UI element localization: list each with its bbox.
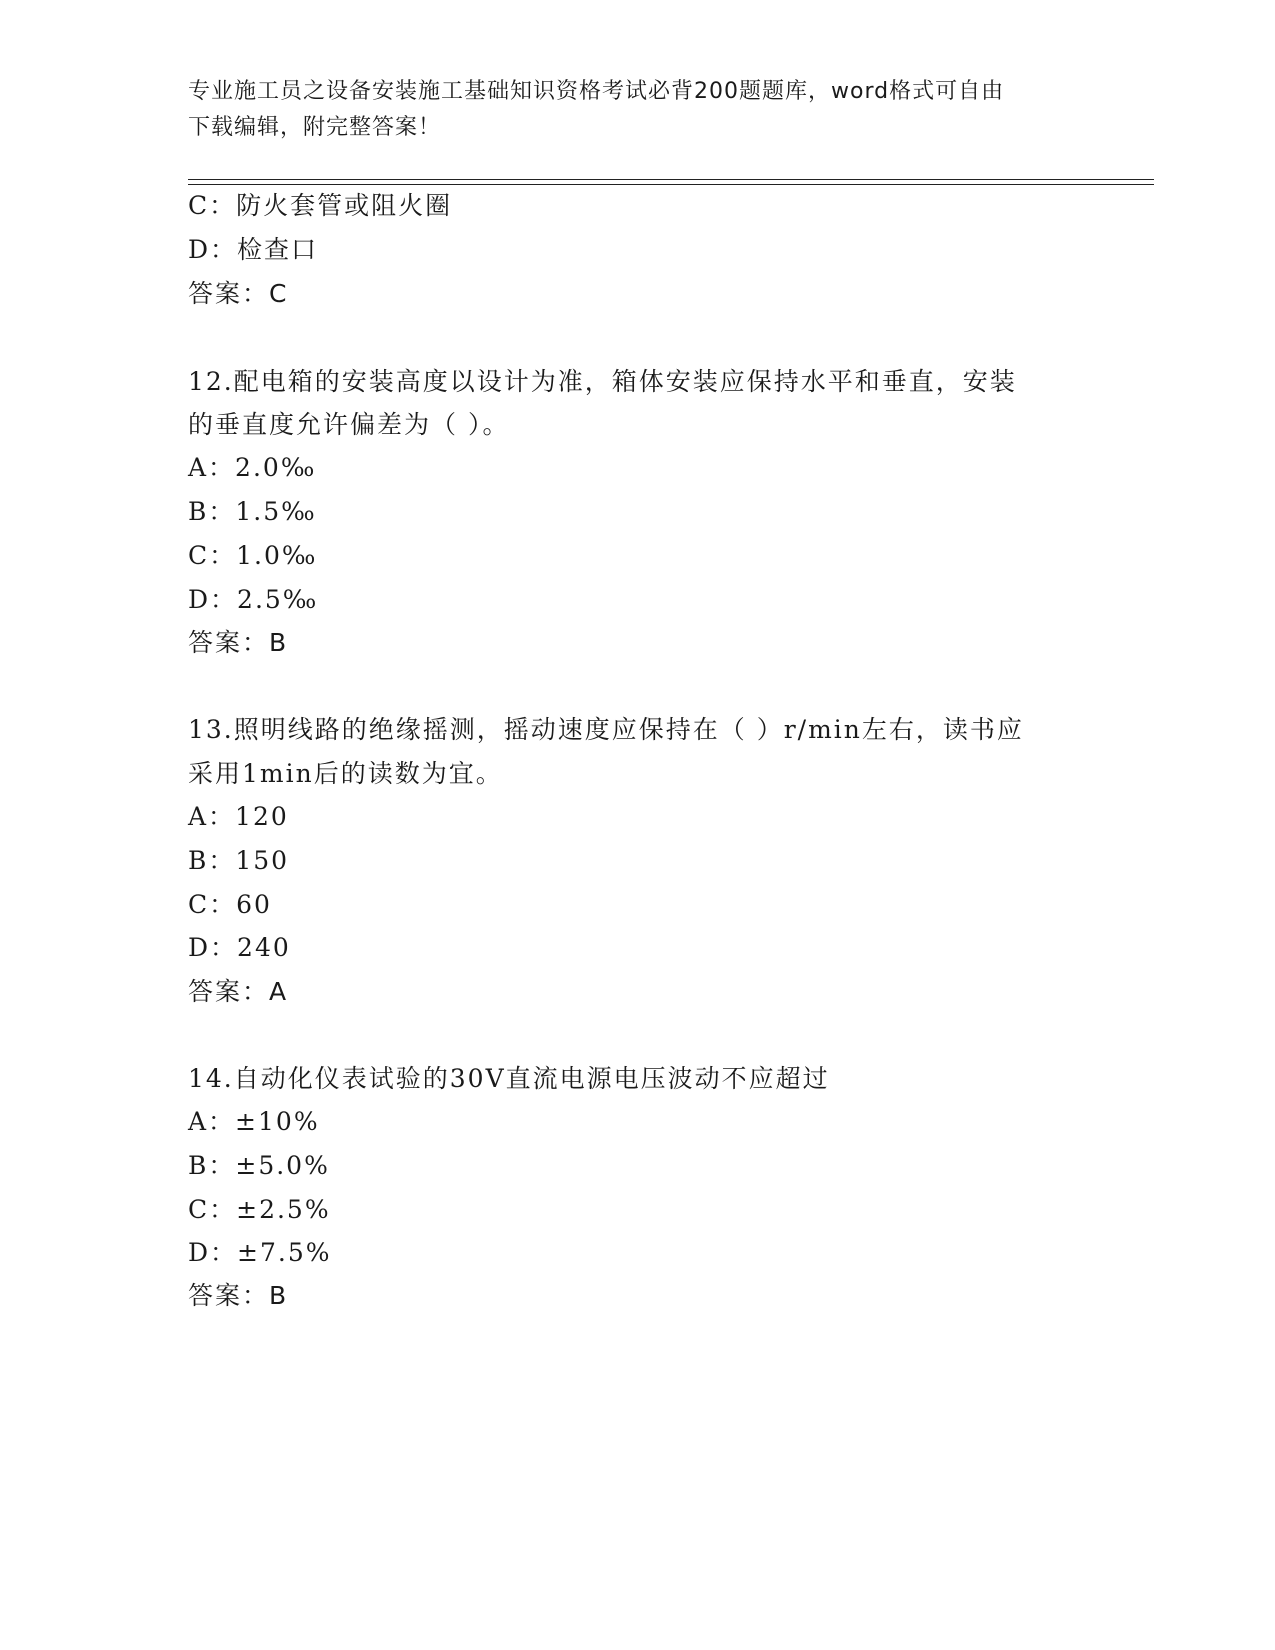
q12-option-c: C：1.0‰ bbox=[188, 541, 318, 570]
q13-answer: 答案：A bbox=[188, 977, 289, 1006]
header-line-1: 专业施工员之设备安装施工基础知识资格考试必背200题题库，word格式可自由 bbox=[188, 79, 1005, 104]
q11-option-d: D：检查口 bbox=[188, 235, 319, 264]
q13-option-c: C：60 bbox=[188, 890, 272, 919]
document-header bbox=[188, 74, 1088, 146]
q13-stem-line-1: 13.照明线路的绝缘摇测，摇动速度应保持在（ ）r/min左右，读书应 bbox=[188, 715, 1024, 744]
q11-answer: 答案：C bbox=[188, 279, 289, 308]
q11-option-c: C：防火套管或阻火圈 bbox=[188, 191, 453, 220]
q12-answer: 答案：B bbox=[188, 628, 289, 657]
q14-answer: 答案：B bbox=[188, 1281, 289, 1310]
q14-option-a: A：±10% bbox=[188, 1107, 320, 1136]
q14-option-b: B：±5.0% bbox=[188, 1151, 330, 1180]
q13-option-a: A：120 bbox=[188, 802, 289, 831]
header-divider-bottom bbox=[188, 184, 1154, 185]
q12-option-b: B：1.5‰ bbox=[188, 497, 317, 526]
q13-option-d: D：240 bbox=[188, 933, 291, 962]
q14-option-c: C：±2.5% bbox=[188, 1195, 331, 1224]
q12-option-d: D：2.5‰ bbox=[188, 585, 319, 614]
q13-option-b: B：150 bbox=[188, 846, 290, 875]
q13-stem-line-2: 采用1min后的读数为宜。 bbox=[188, 759, 503, 788]
q12-stem-line-2: 的垂直度允许偏差为（ ）。 bbox=[188, 410, 510, 439]
header-divider-top bbox=[188, 179, 1154, 180]
header-line-2: 下载编辑，附完整答案！ bbox=[188, 115, 442, 140]
q14-stem-line-1: 14.自动化仪表试验的30V直流电源电压波动不应超过 bbox=[188, 1064, 830, 1093]
q14-option-d: D：±7.5% bbox=[188, 1238, 332, 1267]
q12-option-a: A：2.0‰ bbox=[188, 453, 317, 482]
q12-stem-line-1: 12.配电箱的安装高度以设计为准，箱体安装应保持水平和垂直，安装 bbox=[188, 367, 1017, 396]
